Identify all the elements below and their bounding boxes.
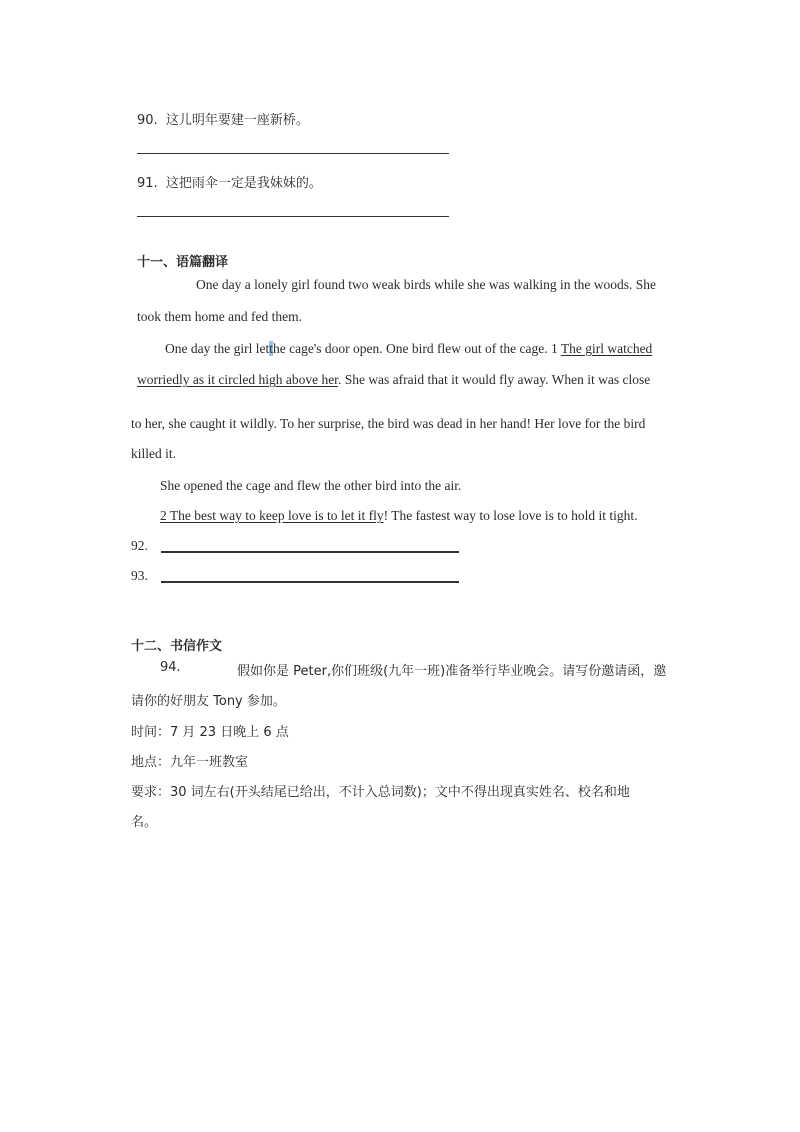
answer-line-91[interactable]: [137, 216, 449, 217]
passage-paragraph-2-line-3: to her, she caught it wildly. To her surprise, the bird was dead in her hand! Her love for the bird: [131, 416, 646, 431]
p2-text-b: he cage's door open. One bird flew out of the cage. 1: [272, 341, 558, 356]
underlined-sentence-1-part-1: The girl watched: [560, 341, 653, 356]
requirements-line-2: 名。: [131, 815, 158, 830]
passage-paragraph-2-line-4: killed it.: [131, 446, 176, 461]
underlined-sentence-1-part-2: worriedly as it circled high above her: [137, 372, 338, 387]
question-92-number: 92.: [131, 538, 148, 553]
p2-text-a: One day the girl let: [165, 341, 270, 356]
question-90: [137, 109, 309, 128]
question-94-number: 94.: [160, 660, 181, 675]
requirements-line-1: 要求：30 词左右(开头结尾已给出，不计入总词数)；文中不得出现真实姓名、校名和地: [131, 785, 630, 800]
p4-rest: ! The fastest way to lose love is to hold it tight.: [383, 508, 638, 523]
section-11-title: 十一、语篇翻译: [137, 255, 229, 270]
passage-paragraph-2-line-1: [165, 341, 652, 357]
question-90-text: 这儿明年要建一座新桥。: [165, 113, 309, 128]
event-place: 地点：九年一班教室: [131, 755, 249, 770]
passage-paragraph-4: [160, 508, 638, 524]
question-94-line-1: 假如你是 Peter,你们班级(九年一班)准备举行毕业晚会。请写份邀请函，邀: [237, 664, 667, 679]
passage-paragraph-1-line-1: One day a lonely girl found two weak birds while she was walking in the woods. She: [196, 277, 657, 292]
question-91-text: 这把雨伞一定是我妹妹的。: [165, 176, 322, 191]
event-time: 时间：7 月 23 日晚上 6 点: [131, 725, 289, 740]
passage-paragraph-1-line-2: took them home and fed them.: [137, 309, 302, 324]
answer-line-90[interactable]: [137, 153, 449, 154]
question-93-number: 93.: [131, 568, 148, 583]
p2-line2-rest: . She was afraid that it would fly away. When it was close: [337, 372, 651, 387]
section-12-title: 十二、书信作文: [131, 639, 223, 654]
passage-paragraph-3: She opened the cage and flew the other bird into the air.: [160, 478, 462, 493]
passage-paragraph-2-line-2: [137, 372, 650, 388]
underlined-sentence-2: 2 The best way to keep love is to let it fly: [160, 508, 384, 523]
question-91-number: 91.: [137, 176, 158, 191]
text-cursor-highlight: t: [269, 341, 273, 356]
question-94-line-2: 请你的好朋友 Tony 参加。: [131, 694, 286, 709]
answer-line-92[interactable]: [161, 551, 459, 553]
answer-line-93[interactable]: [161, 581, 459, 583]
question-91: [137, 172, 322, 191]
question-90-number: 90.: [137, 113, 158, 128]
